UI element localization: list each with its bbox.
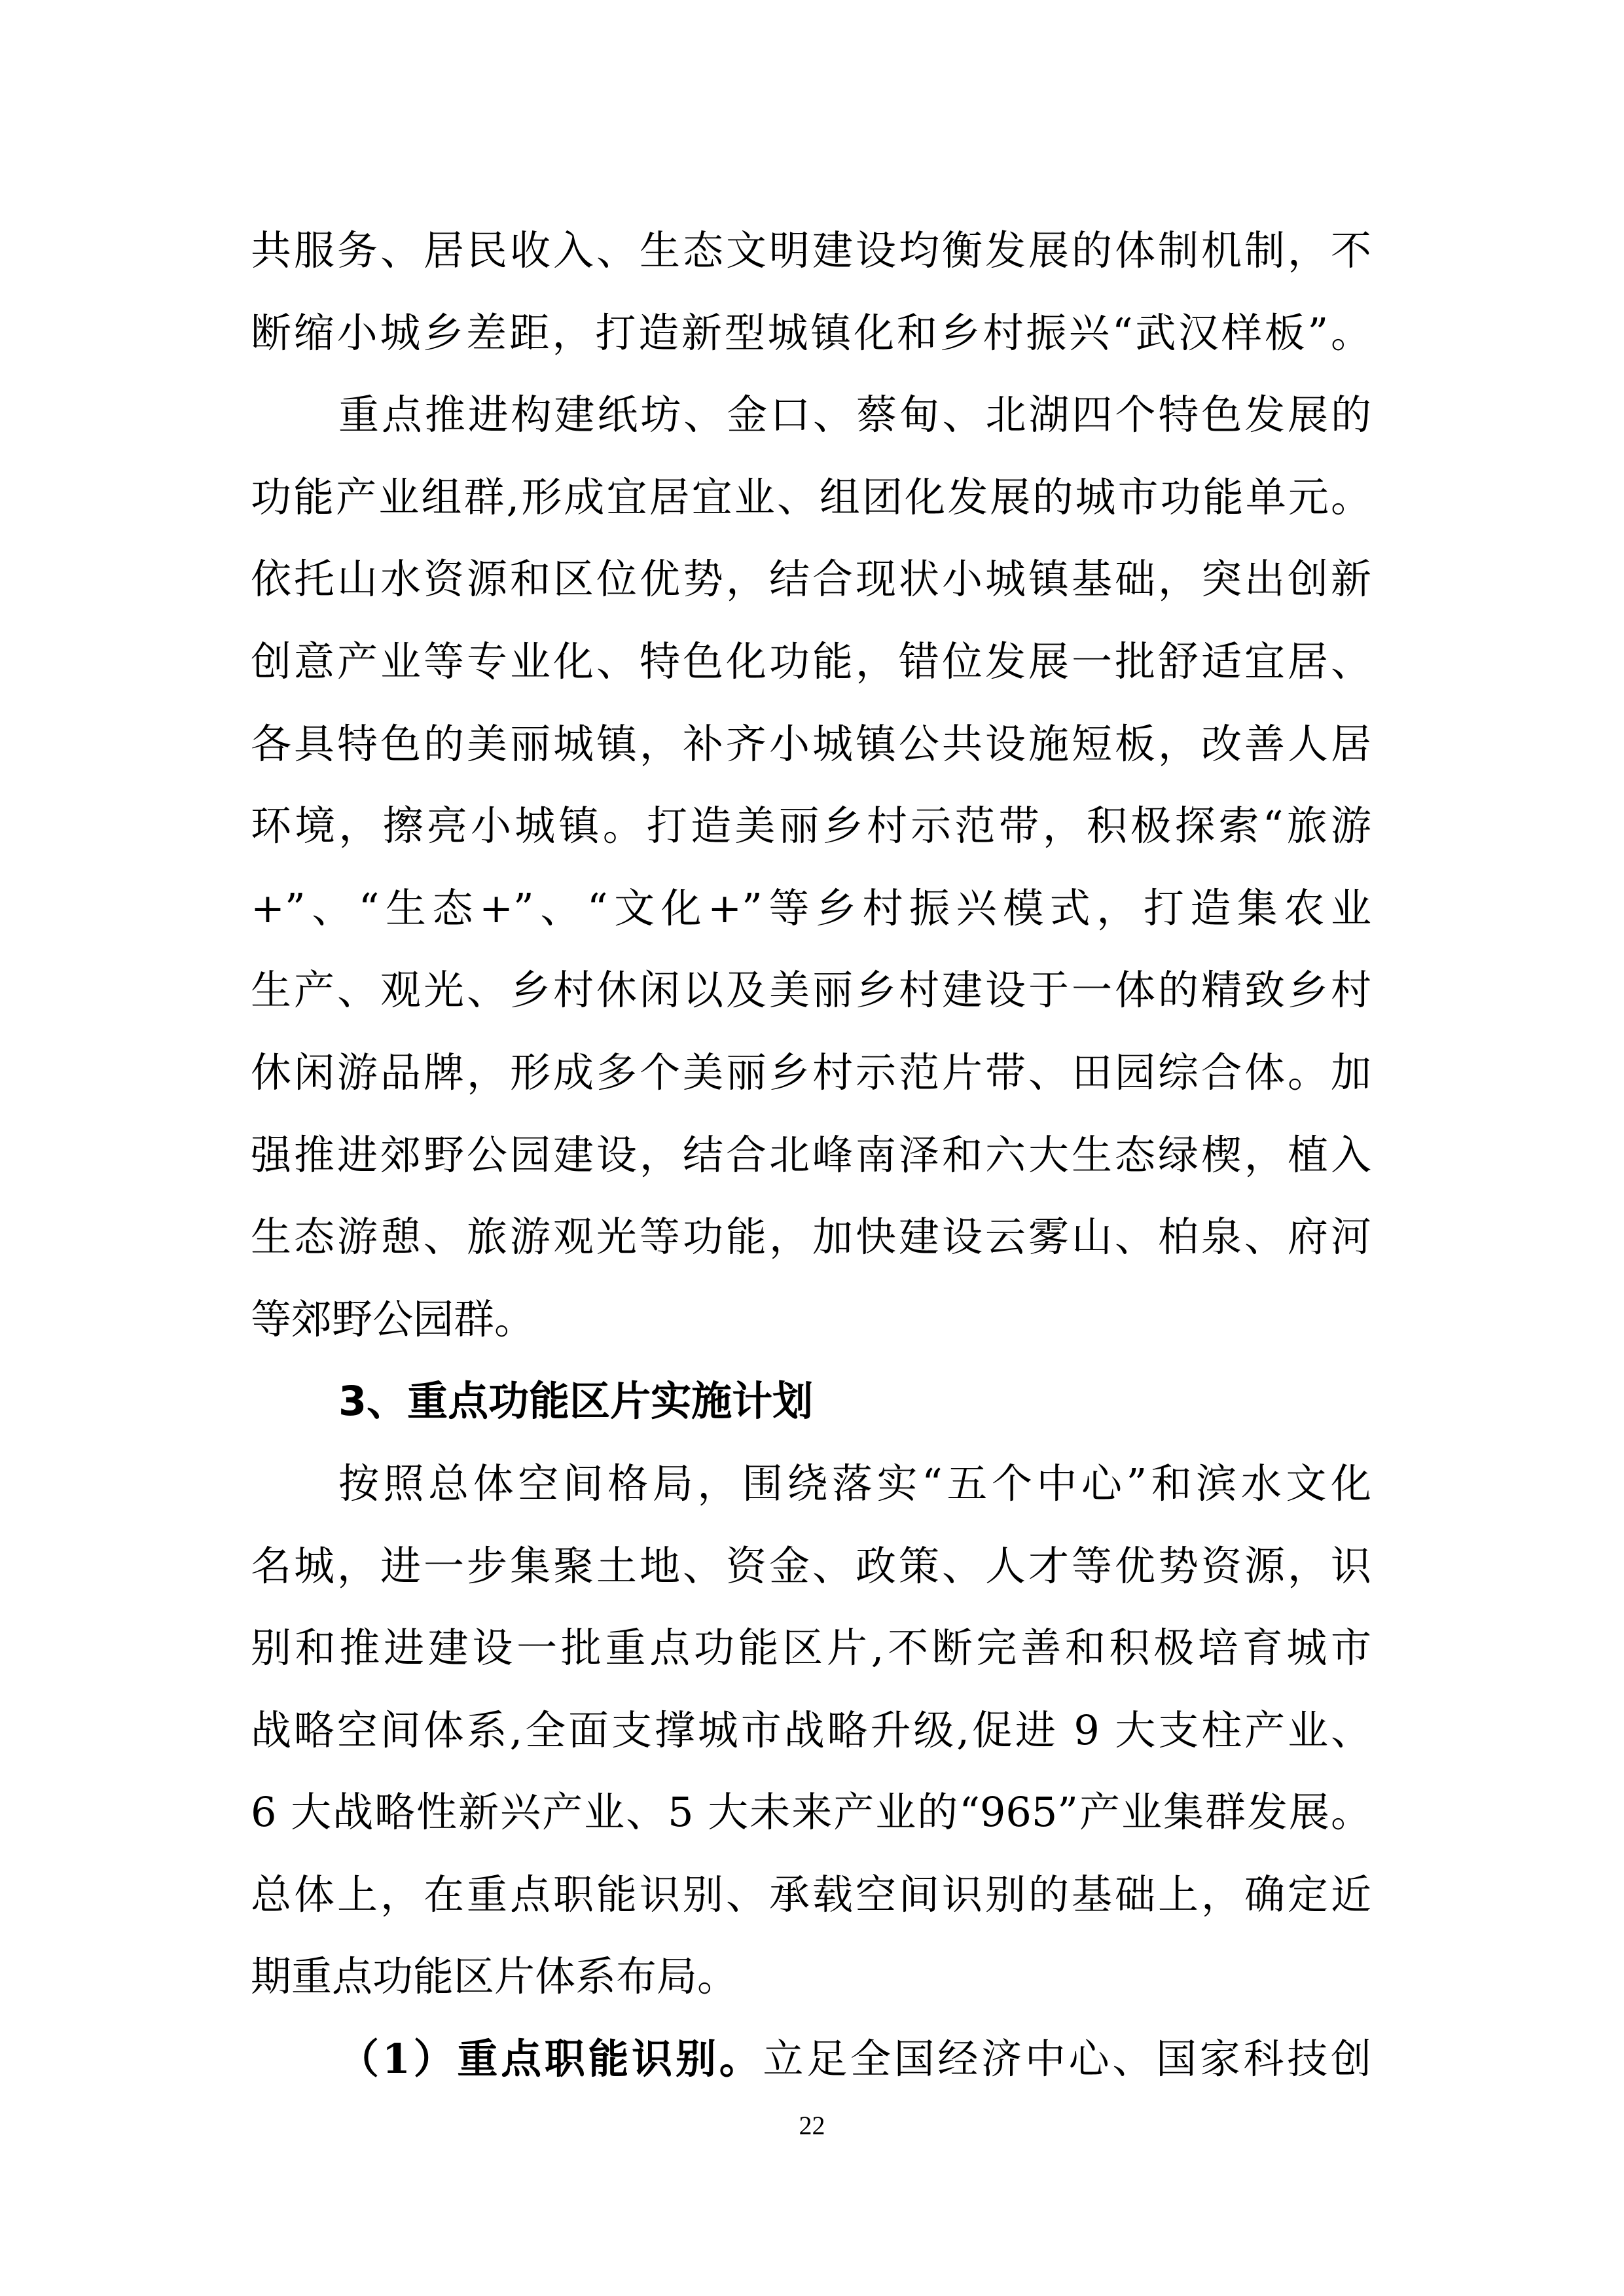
text-line: 环境，擦亮小城镇。打造美丽乡村示范带，积极探索“旅游: [251, 802, 1371, 850]
text-line: 期重点功能区片体系布局。: [251, 1952, 738, 2001]
text-line: 各具特色的美丽城镇，补齐小城镇公共设施短板，改善人居: [251, 719, 1371, 768]
text-line: 断缩小城乡差距，打造新型城镇化和乡村振兴“武汉样板”。: [251, 308, 1371, 357]
bold-lead-in: （1）重点职能识别。: [338, 2035, 763, 2083]
text-line: 共服务、居民收入、生态文明建设均衡发展的体制机制，不: [251, 226, 1371, 274]
text-line: 6 大战略性新兴产业、5 大未来产业的“965”产业集群发展。: [251, 1788, 1371, 1837]
text-run: 立足全国经济中心、国家科技创: [763, 2035, 1371, 2083]
text-line: 总体上，在重点职能识别、承载空间识别的基础上，确定近: [251, 1870, 1371, 1918]
text-line: 强推进郊野公园建设，结合北峰南泽和六大生态绿楔，植入: [251, 1130, 1371, 1179]
text-line: +”、“生态+”、“文化+”等乡村振兴模式，打造集农业: [251, 884, 1371, 932]
text-line: 生态游憩、旅游观光等功能，加快建设云雾山、柏泉、府河: [251, 1213, 1371, 1261]
text-line: 休闲游品牌，形成多个美丽乡村示范片带、田园综合体。加: [251, 1048, 1371, 1096]
text-line: 名城，进一步集聚土地、资金、政策、人才等优势资源，识: [251, 1541, 1371, 1590]
text-line: 战略空间体系,全面支撑城市战略升级,促进 9 大支柱产业、: [251, 1706, 1371, 1754]
plan-paragraph: [251, 1443, 1371, 2018]
towns-paragraph: [251, 374, 1371, 1360]
page-number: 22: [799, 2111, 825, 2140]
text-line: 功能产业组群,形成宜居宜业、组团化发展的城市功能单元。: [251, 473, 1371, 521]
continued-paragraph: [251, 209, 1371, 374]
text-line: 等郊野公园群。: [251, 1295, 535, 1343]
text-line: 依托山水资源和区位优势，结合现状小城镇基础，突出创新: [251, 555, 1371, 603]
text-line: 创意产业等专业化、特色化功能，错位发展一批舒适宜居、: [251, 637, 1371, 685]
text-line: 按照总体空间格局，围绕落实“五个中心”和滨水文化: [338, 1459, 1371, 1507]
text-line: 重点推进构建纸坊、金口、蔡甸、北湖四个特色发展的: [338, 391, 1371, 439]
functions-paragraph-line: [251, 2018, 1371, 2100]
page-body: [251, 209, 1371, 2100]
text-line: 生产、观光、乡村休闲以及美丽乡村建设于一体的精致乡村: [251, 966, 1371, 1014]
text-line: 别和推进建设一批重点功能区片,不断完善和积极培育城市: [251, 1624, 1371, 1672]
section-heading: 3、重点功能区片实施计划: [338, 1377, 814, 1426]
